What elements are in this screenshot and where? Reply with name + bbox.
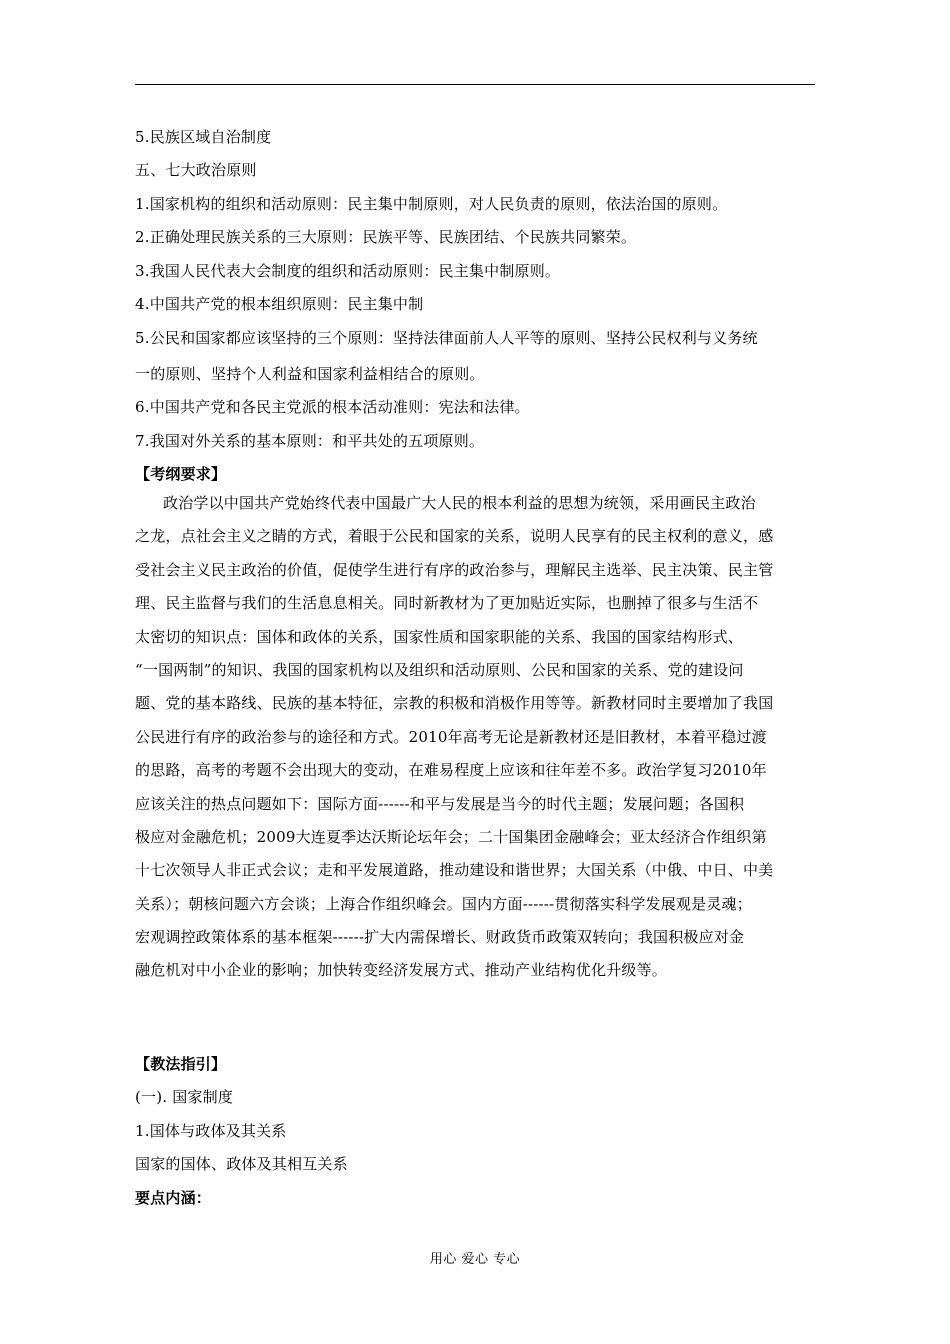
paragraph-line: 受社会主义民主政治的价值，促使学生进行有序的政治参与，理解民主选举、民主决策、民主管 <box>135 560 774 579</box>
paragraph-line: 应该关注的热点问题如下：国际方面------和平与发展是当今的时代主题；发展问题；各国积 <box>135 794 745 813</box>
paragraph-line: “一国两制”的知识、我国的国家机构以及组织和活动原则、公民和国家的关系、党的建设问 <box>135 660 744 679</box>
kaogang-paragraph <box>135 493 816 994</box>
paragraph-line: 的思路，高考的考题不会出现大的变动，在难易程度上应该和往年差不多。政治学复习2010年 <box>135 761 767 780</box>
text-line: 7.我国对外关系的基本原则：和平共处的五项原则。 <box>135 432 485 450</box>
paragraph-line: 题、党的基本路线、民族的基本特征，宗教的积极和消极作用等等。新教材同时主要增加了我国 <box>135 694 774 713</box>
text-line: 2.正确处理民族关系的三大原则：民族平等、民族团结、个民族共同繁荣。 <box>135 228 637 246</box>
section-heading-principles: 五、七大政治原则 <box>135 161 257 179</box>
text-line: 6.中国共产党和各民主党派的根本活动准则：宪法和法律。 <box>135 398 530 416</box>
paragraph-line: 关系）；朝核问题六方会谈；上海合作组织峰会。国内方面------贯彻落实科学发展观是灵魂； <box>135 894 752 913</box>
heading-jiaofa: 【教法指引】 <box>135 1055 227 1073</box>
heading-yaodian: 要点内涵： <box>135 1189 212 1207</box>
header-rule <box>135 84 815 85</box>
text-line: 国家的国体、政体及其相互关系 <box>135 1155 348 1173</box>
text-line: 1.国家机构的组织和活动原则：民主集中制原则，对人民负责的原则，依法治国的原则。 <box>135 195 728 213</box>
heading-kaogang: 【考纲要求】 <box>135 465 227 483</box>
text-line: 5.公民和国家都应该坚持的三个原则：坚持法律面前人人平等的原则、坚持公民权利与义务统 <box>135 329 758 347</box>
text-line: 一的原则、坚持个人利益和国家利益相结合的原则。 <box>135 365 485 383</box>
paragraph-line: 公民进行有序的政治参与的途径和方式。2010年高考无论是新教材还是旧教材，本着平稳过渡 <box>135 727 767 746</box>
paragraph-line: 融危机对中小企业的影响；加快转变经济发展方式、推动产业结构优化升级等。 <box>135 961 668 980</box>
page-footer: 用心 爱心 专心 <box>429 1252 521 1267</box>
text-line: 4.中国共产党的根本组织原则：民主集中制 <box>135 295 424 313</box>
paragraph-line: 之龙，点社会主义之睛的方式，着眼于公民和国家的关系，说明人民享有的民主权利的意义，感 <box>135 527 774 546</box>
text-line: 3.我国人民代表大会制度的组织和活动原则：民主集中制原则。 <box>135 262 561 280</box>
paragraph-line: 极应对金融危机；2009大连夏季达沃斯论坛年会；二十国集团金融峰会；亚太经济合作组织第 <box>135 827 767 846</box>
text-line: 5.民族区域自治制度 <box>135 128 272 146</box>
paragraph-line: 十七次领导人非正式会议；走和平发展道路，推动建设和谐世界；大国关系（中俄、中日、中美 <box>135 861 774 880</box>
paragraph-line: 宏观调控政策体系的基本框架------扩大内需保增长、财政货币政策双转向；我国积极应对金 <box>135 928 745 947</box>
text-line: (一). 国家制度 <box>135 1088 234 1106</box>
paragraph-line: 理、民主监督与我们的生活息息相关。同时新教材为了更加贴近实际，也删掉了很多与生活不 <box>135 594 759 613</box>
paragraph-line: 政治学以中国共产党始终代表中国最广大人民的根本利益的思想为统领，采用画民主政治 <box>163 494 756 512</box>
text-line: 1.国体与政体及其关系 <box>135 1122 287 1140</box>
paragraph-line: 太密切的知识点：国体和政体的关系，国家性质和国家职能的关系、我国的国家结构形式、 <box>135 627 744 646</box>
